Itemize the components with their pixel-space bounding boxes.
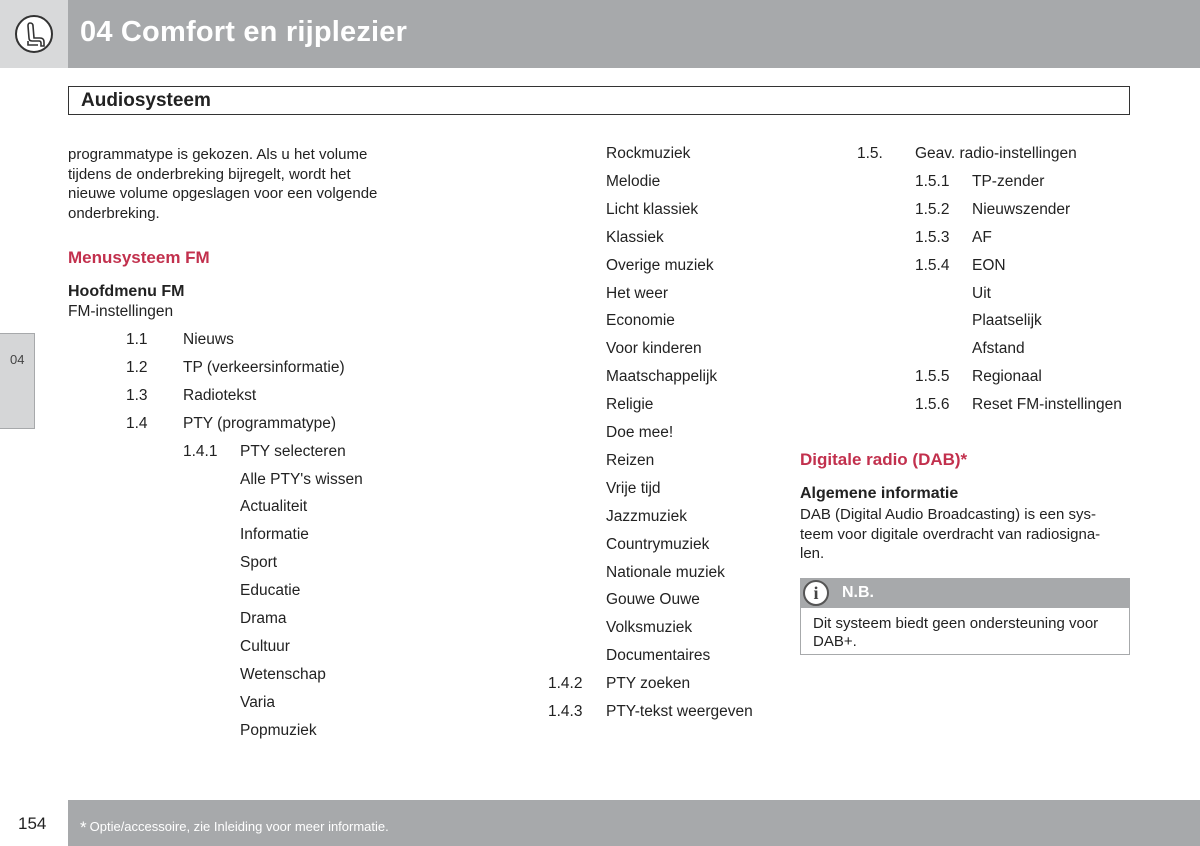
menu-item-label: Licht klassiek <box>606 200 699 218</box>
menu-item-label: TP (verkeersinformatie) <box>183 358 345 376</box>
menu-item-label: Radiotekst <box>183 386 257 404</box>
menu-item-label: Voor kinderen <box>606 340 702 358</box>
menu-item-label: Plaatselijk <box>972 312 1042 330</box>
menu-item-label: Overige muziek <box>606 256 714 274</box>
menu-item-label: Educatie <box>240 582 301 600</box>
intro-line: onderbreking. <box>68 204 160 222</box>
note-line: Dit systeem biedt geen ondersteuning voor <box>813 615 1099 632</box>
menu-item-number: 1.5.3 <box>915 228 950 246</box>
menu-item-number: 1.1 <box>126 331 148 348</box>
menu-item-label: Nieuws <box>183 331 234 348</box>
menu-item-label: Maatschappelijk <box>606 368 718 386</box>
subheading-hoofdmenu-fm: Hoofdmenu FM <box>68 283 185 300</box>
menu-item-label: PTY (programmatype) <box>183 414 337 432</box>
intro-paragraph <box>68 145 377 223</box>
footnote-text: Optie/accessoire, zie Inleiding voor meer informatie. <box>89 819 389 834</box>
note-title: N.B. <box>842 584 874 601</box>
menu-item-label: Geav. radio-instellingen <box>915 145 1077 162</box>
menu-item-label: Nieuwszender <box>972 200 1071 218</box>
menu-item-label: PTY-tekst weergeven <box>606 703 753 720</box>
menu-item-label: Drama <box>240 610 287 627</box>
footer-bar <box>68 800 1200 846</box>
menu-item-label: Countrymuziek <box>606 535 710 553</box>
menu-item-label: PTY zoeken <box>606 675 691 693</box>
seat-icon <box>14 14 54 54</box>
note-text <box>813 615 1123 651</box>
dab-line: DAB (Digital Audio Broadcasting) is een sys- <box>800 506 1096 523</box>
heading-digitale-radio: Digitale radio (DAB)* <box>800 450 968 469</box>
dab-line: len. <box>800 545 825 562</box>
menu-item-label: Informatie <box>240 526 309 544</box>
dab-paragraph <box>800 505 1100 564</box>
footnote <box>80 818 389 838</box>
menu-item-label: Cultuur <box>240 637 290 655</box>
menu-item-label: Rockmuziek <box>606 145 691 162</box>
menu-item-number: 1.4.2 <box>548 675 583 693</box>
menu-item-label: Sport <box>240 554 278 572</box>
menu-item-number: 1.3 <box>126 386 148 404</box>
menu-item-label: Economie <box>606 312 675 330</box>
menu-item-number: 1.4.3 <box>548 703 583 720</box>
footnote-star: * <box>80 818 87 837</box>
menu-item-label: Volksmuziek <box>606 619 693 637</box>
menu-item-label: TP-zender <box>972 172 1045 190</box>
intro-line: tijdens de onderbreking bijregelt, wordt het <box>68 165 351 183</box>
menu-item-number: 1.5.4 <box>915 256 950 274</box>
menu-item-number: 1.5.2 <box>915 200 950 218</box>
section-title-box <box>68 86 1130 115</box>
page-number: 154 <box>18 814 47 833</box>
note-line: DAB+. <box>813 633 857 650</box>
menu-item-label: Reset FM-instellingen <box>972 396 1122 414</box>
menu-item-number: 1.5.5 <box>915 368 950 386</box>
menu-item-label: AF <box>972 228 992 246</box>
intro-line: nieuwe volume opgeslagen voor een volgende <box>68 185 378 202</box>
menu-item-label: Regionaal <box>972 368 1042 386</box>
menu-item-label: Reizen <box>606 451 655 469</box>
menu-item-label: Alle PTY's wissen <box>240 470 363 488</box>
menu-item-label: Jazzmuziek <box>606 507 687 525</box>
menu-item-label: Wetenschap <box>240 665 326 683</box>
side-tab-label: 04 <box>10 352 25 367</box>
dab-line: teem voor digitale overdracht van radiosigna- <box>800 525 1101 543</box>
menu-item-number: 1.4 <box>126 414 148 432</box>
menu-item-number: 1.5.1 <box>915 172 950 190</box>
chapter-title: 04 Comfort en rijplezier <box>80 16 408 48</box>
fm-instellingen-label: FM-instellingen <box>68 303 174 320</box>
intro-line: programmatype is gekozen. Als u het volume <box>68 146 368 163</box>
note-header <box>801 579 1129 608</box>
section-title: Audiosysteem <box>81 90 211 111</box>
menu-item-label: Doe mee! <box>606 424 674 441</box>
menu-item-number: 1.2 <box>126 358 148 376</box>
menu-item-label: Uit <box>972 284 991 302</box>
menu-item-label: Gouwe Ouwe <box>606 591 700 609</box>
menu-item-number: 1.4.1 <box>183 442 218 460</box>
menu-item-number: 1.5. <box>857 145 883 162</box>
menu-item-label: Het weer <box>606 284 669 302</box>
menu-item-label: Klassiek <box>606 228 664 246</box>
info-icon: i <box>803 580 829 606</box>
menu-item-label: Popmuziek <box>240 721 317 739</box>
menu-item-label: Nationale muziek <box>606 563 725 581</box>
subheading-algemene-informatie: Algemene informatie <box>800 485 959 502</box>
menu-item-label: Varia <box>240 693 276 711</box>
menu-item-label: Actualiteit <box>240 498 308 516</box>
note-box <box>800 578 1130 655</box>
chapter-side-tab <box>0 333 35 429</box>
chapter-header <box>0 0 1200 68</box>
heading-menusysteem-fm: Menusysteem FM <box>68 248 210 267</box>
chapter-icon-box <box>0 0 68 68</box>
menu-item-label: Melodie <box>606 172 661 190</box>
menu-item-label: PTY selecteren <box>240 442 346 460</box>
menu-item-label: Documentaires <box>606 647 711 665</box>
menu-item-label: EON <box>972 256 1006 274</box>
menu-item-label: Afstand <box>972 340 1025 358</box>
menu-item-label: Religie <box>606 396 654 414</box>
menu-item-label: Vrije tijd <box>606 479 661 497</box>
menu-item-number: 1.5.6 <box>915 396 950 414</box>
